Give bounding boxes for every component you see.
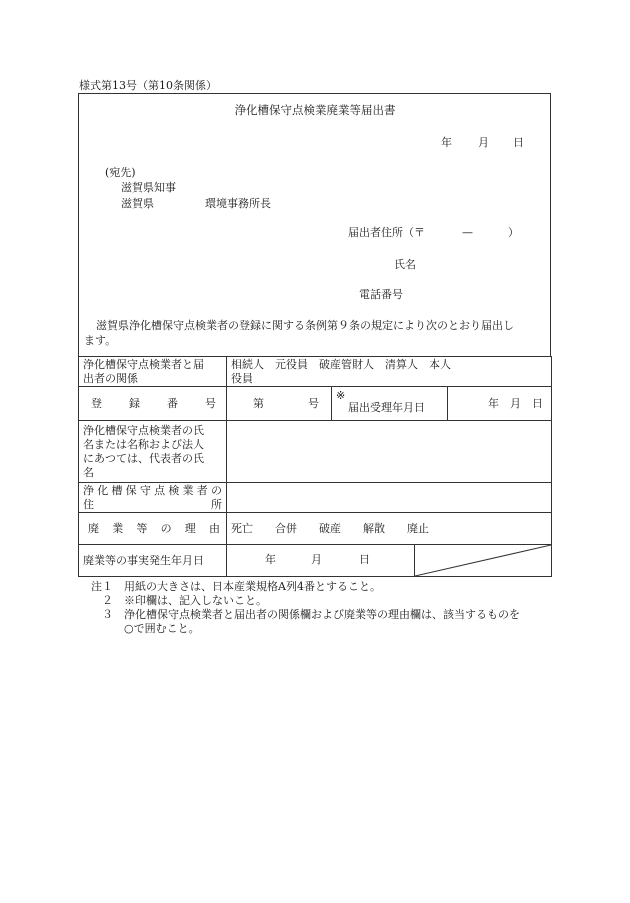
date-month: 月 [478,136,489,149]
relation-options: 相続人 元役員 破産管財人 清算人 本人 役員 [227,357,552,387]
table-row-relation [79,357,552,387]
registration-number-cell [227,387,332,421]
occurrence-day: 日 [359,553,370,566]
addressee-governor: 滋賀県知事 [121,181,176,194]
form-header-frame [78,93,551,356]
table-row-occurrence [79,545,552,577]
note-4: ○で囲むこと。 [91,622,200,635]
statement-line-1: 滋賀県浄化槽保守点検業者の登録に関する条例第９条の規定により次のとおり届出し [96,319,514,332]
diagonal-strike-line [415,545,551,576]
occurrence-date [227,545,415,577]
address-close-paren: ） [508,226,519,239]
form-title: 浄化槽保守点検業廃業等届出書 [234,103,396,117]
receipt-date: 年 月 日 [448,387,552,421]
addressee-prefecture: 滋賀県 [121,197,154,210]
registration-suffix: 号 [308,396,319,410]
notes [91,580,520,636]
table-row-name [79,421,552,483]
notifier-name-label: 氏名 [394,258,416,271]
notifier-phone-label: 電話番号 [359,288,403,301]
relation-label: 浄化槽保守点検業者と届 出者の関係 [79,357,227,387]
occurrence-month: 月 [311,553,322,566]
reason-label: 廃業等の理由 [79,513,227,545]
note-1: 注１ 用紙の大きさは、日本産業規格A列4番とすること。 [91,580,381,593]
notification-table [78,356,552,577]
form-code: 様式第13号（第10条関係） [79,79,217,92]
note-2: ２ ※印欄は、記入しないこと。 [91,594,267,607]
note-3: ３ 浄化槽保守点検業者と届出者の関係欄および廃業等の理由欄は、該当するものを [91,608,520,621]
table-row-reason [79,513,552,545]
operator-address-label: 浄化槽保守点検業者の 住所 [79,483,227,513]
addressee-office-director: 環境事務所長 [205,197,271,210]
operator-address-field[interactable] [227,483,552,513]
occurrence-year: 年 [265,553,276,566]
registration-label: 登録番号 [79,387,227,421]
occurrence-blank-cell [415,545,552,577]
notifier-address-label: 届出者住所（〒 [348,226,425,239]
postal-dash: — [462,226,473,239]
receipt-label: 届出受理年月日 [348,401,425,414]
operator-name-field[interactable] [227,421,552,483]
table-row-address [79,483,552,513]
reason-options: 死亡 合併 破産 解散 廃止 [227,513,552,545]
receipt-mark: ※ [336,389,346,402]
receipt-label-cell [332,387,448,421]
registration-prefix: 第 [253,396,264,410]
occurrence-label: 廃業等の事実発生年月日 [79,545,227,577]
table-row-registration [79,387,552,421]
statement-line-2: ます。 [84,334,117,347]
operator-name-label: 浄化槽保守点検業者の氏 名または名称および法人 にあつては、代表者の氏 名 [79,421,227,483]
date-year: 年 [441,136,452,149]
addressee-salutation: (宛先) [105,166,136,179]
date-day: 日 [513,136,524,149]
